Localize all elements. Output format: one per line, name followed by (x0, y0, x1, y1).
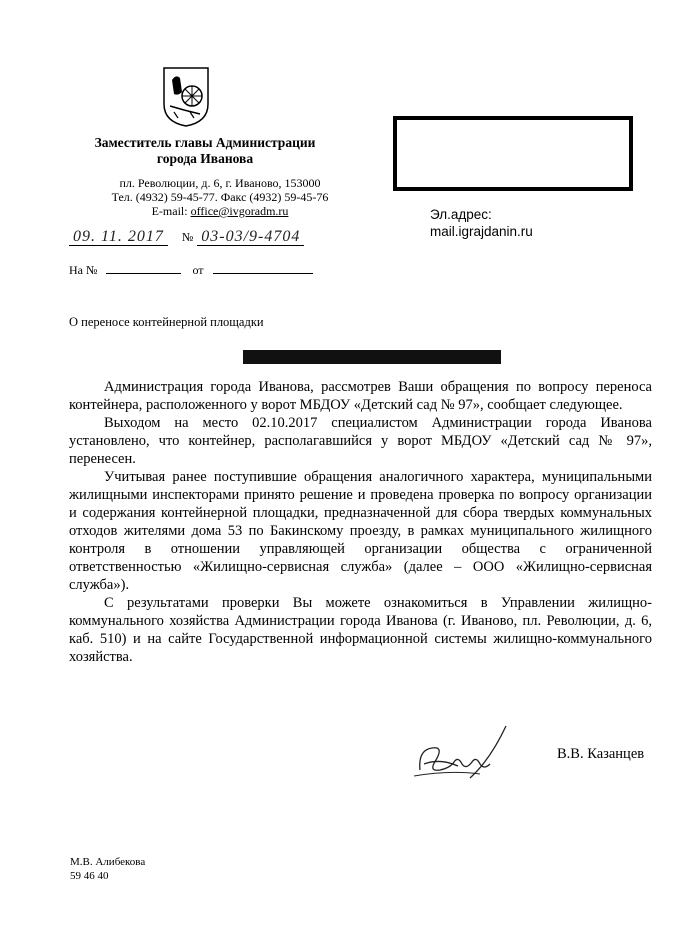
reference-line (69, 263, 313, 278)
reference-date-blank (213, 263, 313, 274)
body-paragraph-4: С результатами проверки Вы можете ознакомиться в Управлении жилищно-коммунального хозяйства Администрации города Иванова (г. Иваново, пл. Революции, д. 6, каб. 510) и на сайте Государственной информационной системы жилищно-коммунального хозяйства. (69, 595, 652, 665)
org-address: пл. Революции, д. 6, г. Иваново, 153000 (119, 176, 321, 190)
reference-number-blank (106, 263, 181, 274)
recipient-email-value: mail.igrajdanin.ru (430, 224, 533, 239)
letter-body (69, 378, 652, 666)
reference-date-label: от (192, 263, 204, 277)
coat-of-arms-emblem (160, 66, 212, 128)
outgoing-number-label: № (181, 230, 194, 244)
redacted-greeting-bar (243, 350, 501, 364)
reference-number-label: На № (69, 263, 98, 277)
org-phone: Тел. (4932) 59-45-77. Факс (4932) 59-45-76 (111, 190, 329, 204)
org-title-line1: Заместитель главы Администрации (94, 135, 316, 150)
executor-phone: 59 46 40 (70, 870, 109, 882)
subject-line: О переносе контейнерной площадки (69, 315, 264, 329)
recipient-email-label: Эл.адрес: (430, 207, 492, 222)
org-email-line (60, 205, 380, 218)
body-paragraph-3: Учитывая ранее поступившие обращения аналогичного характера, муниципальными жилищными инспекторами принято решение и проведена проверка по вопросу организации и содержания контейнерной площадки, предназначенной для сбора твердых коммунальных отходов жителями дома 53 по Бакинскому проезду, в рамках муниципального жилищного контроля в отношении управляющей организации общества с ограниченной ответственностью «Жилищно-сервисная служба» (далее – ООО «Жилищно-сервисная служба»). (69, 469, 652, 593)
signer-name: В.В. Казанцев (557, 746, 645, 762)
outgoing-number: 03-03/9-4704 (197, 228, 304, 246)
outgoing-date: 09. 11. 2017 (69, 228, 168, 246)
org-email-label: E-mail: (151, 204, 191, 218)
body-paragraph-2: Выходом на место 02.10.2017 специалистом Администрации города Иванова установлено, что контейнер, располагавшийся у ворот МБДОУ «Детский сад № 97», перенесен. (69, 415, 652, 467)
handwritten-signature (410, 720, 530, 782)
org-email-link[interactable]: office@ivgoradm.ru (190, 204, 289, 218)
outgoing-line (69, 228, 359, 246)
body-paragraph-1: Администрация города Иванова, рассмотрев Ваши обращения по вопросу переноса контейнера, расположенного у ворот МБДОУ «Детский сад № 97», сообщает следующее. (69, 379, 652, 413)
redacted-recipient-box (393, 116, 633, 191)
org-title-line2: города Иванова (156, 151, 254, 166)
executor-name: М.В. Алибекова (70, 856, 146, 868)
